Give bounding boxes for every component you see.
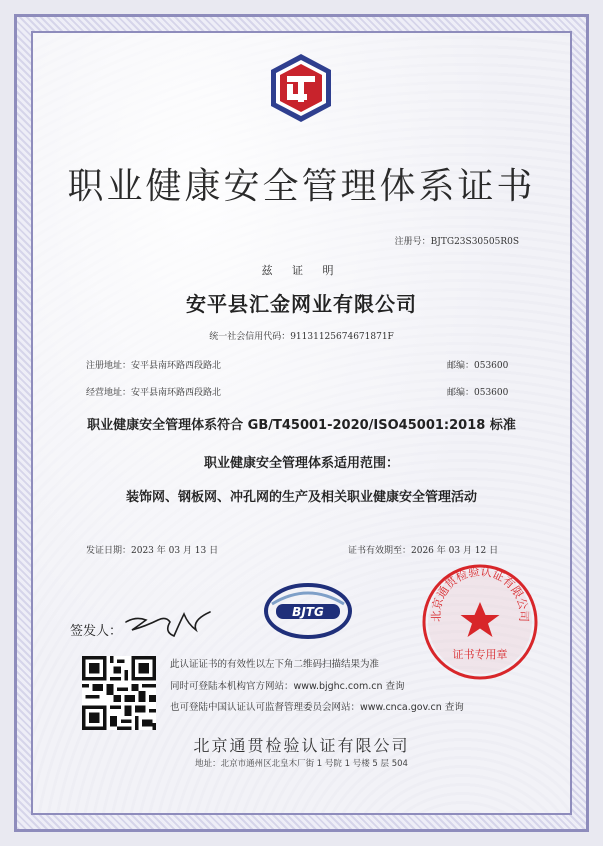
registered-address: 注册地址：安平县南环路西段路北: [86, 361, 222, 371]
bjtg-mark: [262, 582, 354, 640]
company-name: 安平县汇金网业有限公司: [186, 292, 417, 316]
bjtg-mark-label: BJTG: [292, 605, 324, 619]
business-address: 经营地址：安平县南环路西段路北: [86, 388, 222, 398]
issuer-name: 北京通贯检验认证有限公司: [193, 736, 410, 755]
registration-number: 注册号：BJTG23S30505R0S: [394, 237, 519, 247]
verification-note-2: 同时可登陆本机构官方网站：www.bjghc.com.cn 查询: [170, 681, 405, 692]
signature: [122, 600, 222, 640]
hereby-certify: 兹 证 明: [261, 264, 342, 277]
scope-heading: 职业健康安全管理体系适用范围：: [203, 456, 399, 471]
certificate-title: 职业健康安全管理体系证书: [67, 166, 536, 207]
issue-date: 发证日期：2023 年 03 月 13 日: [86, 546, 219, 556]
scope-text: 装饰网、钢板网、冲孔网的生产及相关职业健康安全管理活动: [125, 490, 477, 505]
verification-note-1: 此认证证书的有效性以左下角二维码扫描结果为准: [170, 659, 380, 670]
signer-label: 签发人：: [70, 624, 123, 639]
seal-text: 北京通贯检验认证有限公司: [428, 564, 532, 623]
standard-statement: 职业健康安全管理体系符合 GB/T45001-2020/ISO45001:2018 标准: [87, 418, 516, 433]
registered-postal-code: 邮编：053600: [447, 361, 509, 371]
seal-label: 证书专用章: [452, 648, 508, 661]
certification-body-logo: [265, 52, 337, 124]
verification-note-3: 也可登陆中国认证认可监督管理委员会网站：www.cnca.gov.cn 查询: [170, 702, 464, 713]
expiry-date: 证书有效期至：2026 年 03 月 12 日: [348, 546, 499, 556]
issuer-address: 地址：北京市通州区北皇木厂街 1 号院 1 号楼 5 层 504: [195, 759, 408, 769]
official-seal: [420, 562, 540, 682]
qr-code[interactable]: [82, 656, 156, 730]
credit-code: 统一社会信用代码：91131125674671871F: [209, 332, 394, 342]
business-postal-code: 邮编：053600: [447, 388, 509, 398]
